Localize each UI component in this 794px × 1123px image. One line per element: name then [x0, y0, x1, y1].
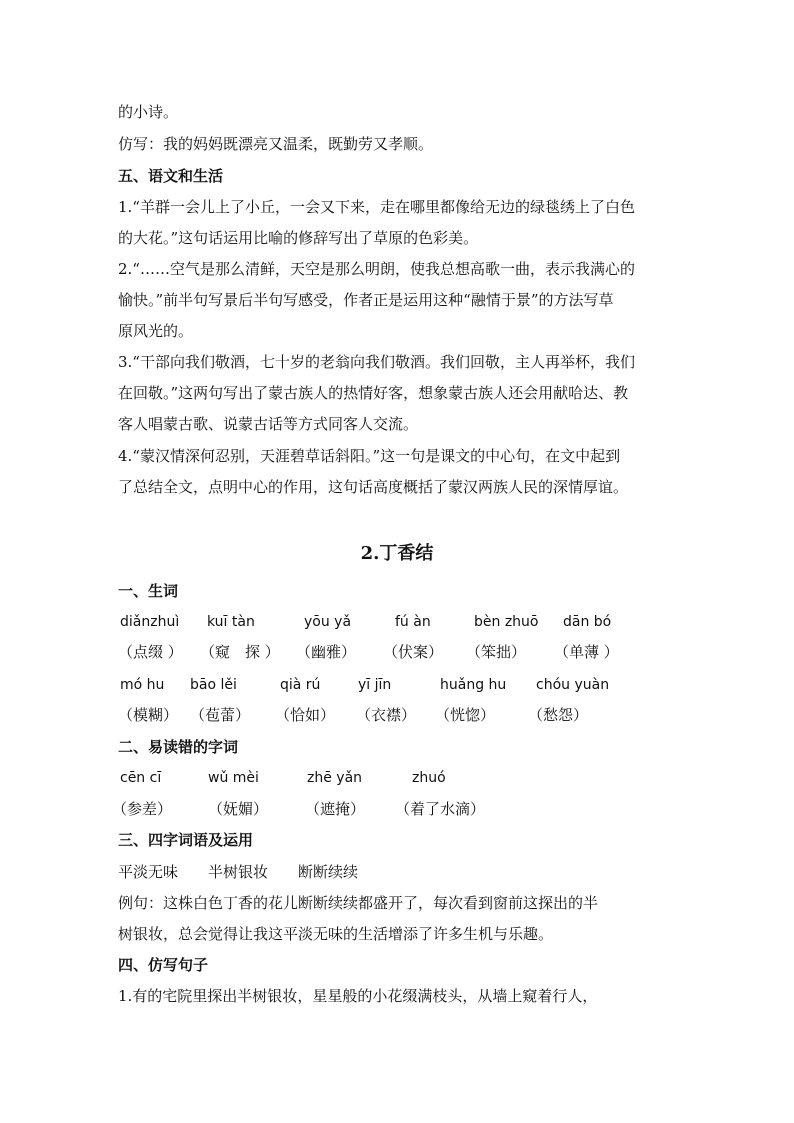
text-line: 客人唱蒙古歌、说蒙古话等方式同客人交流。	[118, 415, 419, 433]
pinyin-cell: bāo lěi	[190, 677, 237, 693]
pinyin-cell: dān bó	[563, 614, 612, 630]
word-cell: （模糊）	[118, 706, 179, 724]
word-row	[0, 642, 794, 662]
text-line: 在回敬。”这两句写出了蒙古族人的热情好客，想象蒙古族人还会用献哈达、教	[118, 384, 629, 402]
text-line: 原风光的。	[118, 322, 194, 340]
pinyin-cell: huǎng hu	[440, 677, 507, 693]
pinyin-cell: yī jīn	[358, 677, 392, 693]
pinyin-cell: bèn zhuō	[474, 614, 539, 630]
word-cell: （遮掩）	[305, 800, 366, 818]
text-line: 的小诗。	[118, 103, 179, 121]
word-cell: （点缀 ）	[118, 643, 183, 661]
word-cell: （单薄 ）	[554, 643, 619, 661]
word-cell: （恰如）	[275, 706, 336, 724]
pinyin-row	[0, 768, 794, 788]
pinyin-cell: zhuó	[412, 770, 446, 786]
text-line: 树银妆，总会觉得让我这平淡无味的生活增添了许多生机与乐趣。	[118, 925, 554, 943]
pinyin-cell: mó hu	[120, 677, 165, 693]
word-cell: （窥 探 ）	[200, 643, 280, 661]
pinyin-cell: zhē yǎn	[307, 770, 363, 786]
pinyin-cell: qià rú	[280, 677, 321, 693]
text-line: 例句：这株白色丁香的花儿断断续续都盛开了，每次看到窗前这探出的半	[118, 894, 599, 912]
word-cell: （苞蕾）	[190, 706, 251, 724]
word-cell: （笨拙）	[466, 643, 527, 661]
text-line: 3.“干部向我们敬酒，七十岁的老翁向我们敬酒。我们回敬，主人再举杯，我们	[118, 353, 635, 371]
section-heading: 三、四字词语及运用	[118, 831, 254, 849]
text-line: 1.有的宅院里探出半树银妆，星星般的小花缀满枝头，从墙上窥着行人，	[118, 987, 598, 1005]
pinyin-row	[0, 675, 794, 695]
text-line: 了总结全文，点明中心的作用，这句话高度概括了蒙汉两族人民的深情厚谊。	[118, 478, 629, 496]
pinyin-row	[0, 612, 794, 632]
text-line: 愉快。”前半句写景后半句写感受，作者正是运用这种“融情于景”的方法写草	[118, 291, 614, 309]
text-line: 仿写：我的妈妈既漂亮又温柔，既勤劳又孝顺。	[118, 135, 434, 153]
section-heading: 二、易读错的字词	[118, 738, 239, 756]
lesson-title: 2.丁香结	[360, 543, 434, 564]
word-cell: （恍惚）	[435, 706, 496, 724]
word-cell: （幽雅）	[296, 643, 357, 661]
text-line: 2.“……空气是那么清鲜，天空是那么明朗，使我总想高歌一曲，表示我满心的	[118, 260, 635, 278]
idiom: 半树银妆	[208, 863, 269, 881]
word-cell: （着了水滴）	[395, 800, 486, 818]
text-line: 4.“蒙汉情深何忍别，天涯碧草话斜阳。”这一句是课文的中心句，在文中起到	[118, 447, 621, 465]
idiom: 断断续续	[298, 863, 359, 881]
text-line: 1.“羊群一会儿上了小丘，一会又下来，走在哪里都像给无边的绿毯绣上了白色	[118, 198, 635, 216]
word-cell: （衣襟）	[356, 706, 417, 724]
word-cell: （妩媚）	[208, 800, 269, 818]
word-cell: （伏案）	[383, 643, 444, 661]
word-cell: （参差）	[112, 800, 173, 818]
pinyin-cell: kuī tàn	[207, 614, 255, 630]
word-row	[0, 799, 794, 819]
idiom-list	[118, 862, 678, 882]
pinyin-cell: diǎnzhuì	[120, 614, 180, 630]
section-heading: 五、语文和生活	[118, 167, 224, 185]
pinyin-cell: cēn cī	[120, 770, 162, 786]
section-heading: 四、仿写句子	[118, 956, 209, 974]
pinyin-cell: chóu yuàn	[536, 677, 610, 693]
word-row	[0, 705, 794, 725]
text-line: 的大花。”这句话运用比喻的修辞写出了草原的色彩美。	[118, 229, 479, 247]
pinyin-cell: fú àn	[395, 614, 431, 630]
pinyin-cell: yōu yǎ	[304, 614, 352, 630]
idiom: 平淡无味	[118, 863, 179, 881]
word-cell: （愁怨）	[528, 706, 589, 724]
pinyin-cell: wǔ mèi	[208, 770, 259, 786]
section-heading: 一、生词	[118, 582, 179, 600]
